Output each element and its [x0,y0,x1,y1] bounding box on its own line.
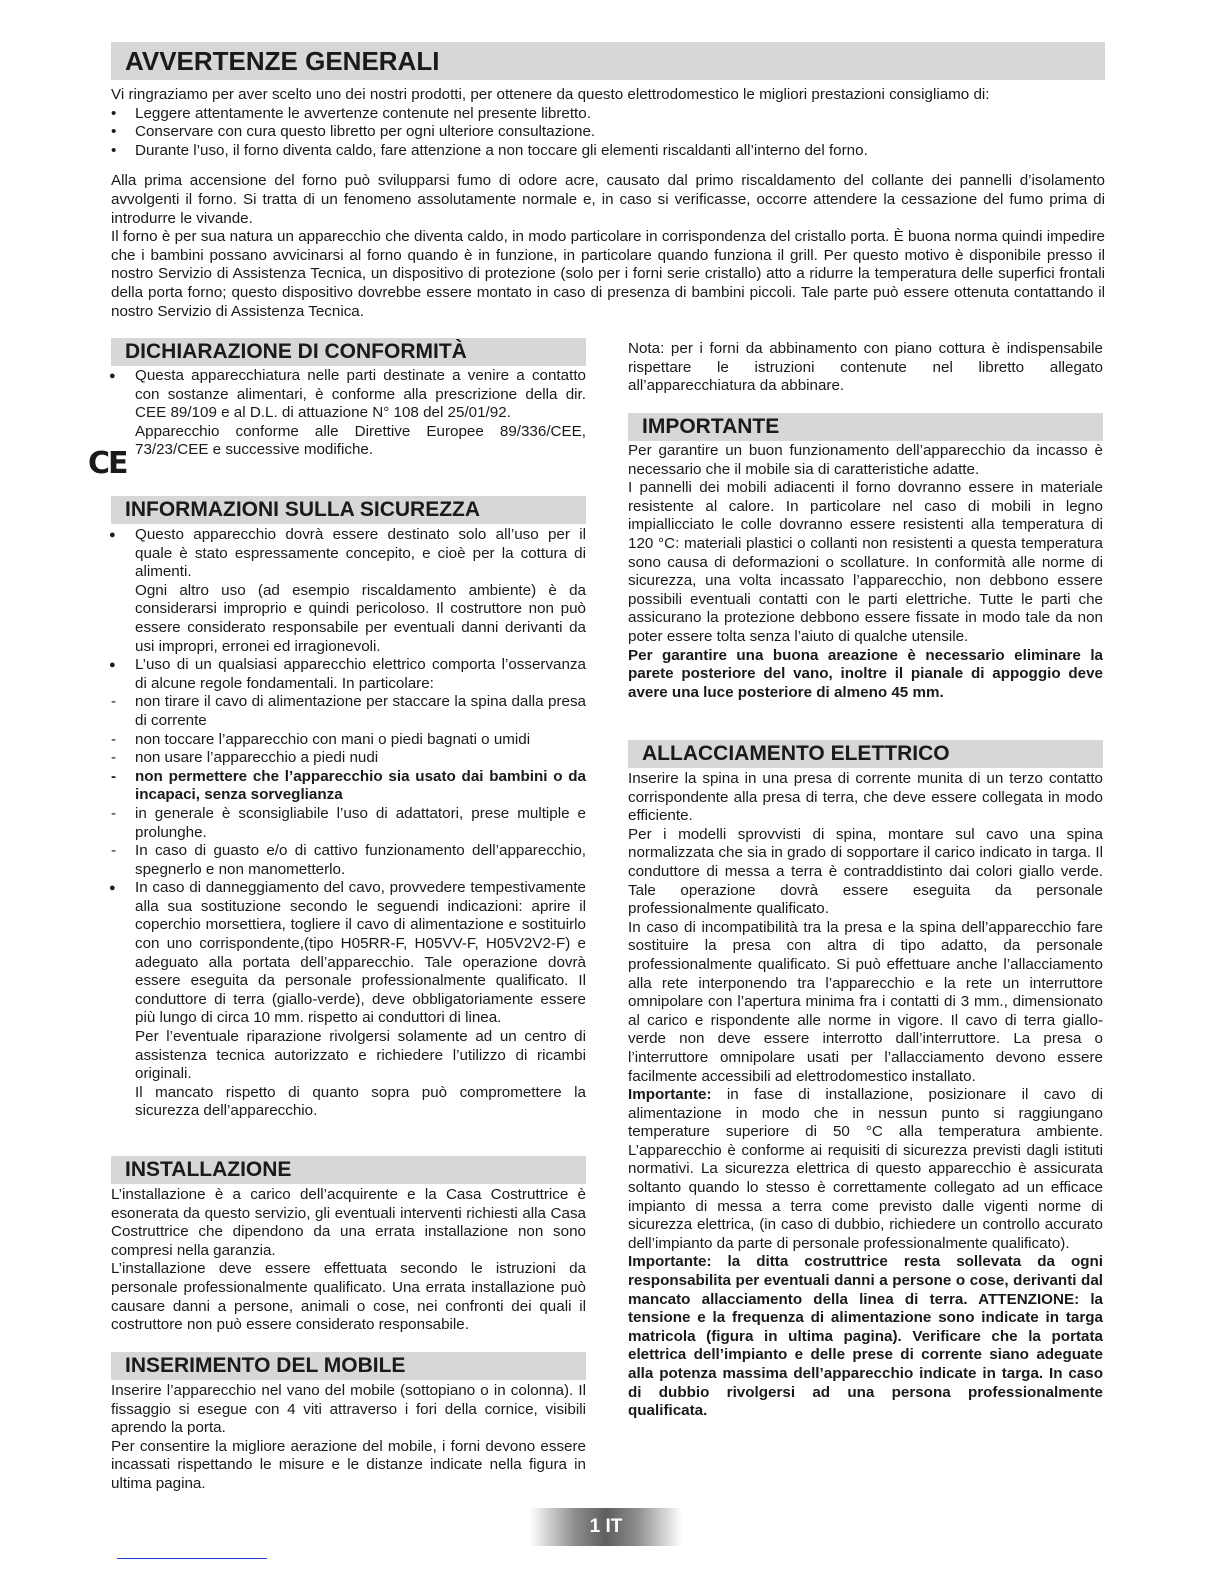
intro-section [111,86,1105,321]
sicurezza-dash-item: - in generale è sconsigliabile l’uso di adattatori, prese multiple e prolunghe. [111,805,586,842]
conformita-bullet: ● Questa apparecchiatura nelle parti destinate a venire a contatto con sostanze alimentari, è conforme alla prescrizione della dir. CEE 89/109 e al D.L. di attuazione N° 108 del 25/01/92. [111,367,586,423]
sicurezza-text: Per l’eventuale riparazione rivolgersi solamente ad un centro di assistenza tecnica autorizzato e richiedere l’utilizzo di ricambi originali. [135,1028,586,1083]
installazione-paragraph: L’installazione deve essere effettuata secondo le istruzioni da personale professionalmente qualificato. Una errata installazione può causare danni a persone, animali o cose, nei confronti dei quali il costruttore non può essere considerato responsabile. [111,1260,586,1334]
sicurezza-bullet [111,526,586,656]
sicurezza-bullet [111,879,586,1121]
mobile-title: INSERIMENTO DEL MOBILE [125,1354,406,1377]
allacciamento-paragraph: Inserire la spina in una presa di corrente munita di un terzo contatto corrispondente alla presa di terra, che deve essere collegata in modo efficiente. [628,770,1103,825]
bottom-rule [117,1558,267,1559]
sicurezza-list [111,526,586,1121]
sicurezza-text: ● In caso di danneggiamento del cavo, provvedere tempestivamente alla sua sostituzione secondo le seguendi indicazioni: aprire il coperchio morsettiera, togliere il cavo di alimentazione e sostituirlo con uno corrispondente,(tipo H05RR-F, H05VV-F, H05V2V2-F) e adeguato alla portata dell’apparecchio. Tale operazione dovrà essere eseguita da personale professionalmente qualificato. Il conduttore di terra (giallo-verde), deve obbligatoriamente essere più lungo di circa 10 mm. rispetto ai conduttori di linea. [135,879,586,1027]
importante-label: Importante: [628,1086,712,1104]
importante-paragraph-bold: Per garantire una buona areazione è necessario eliminare la parete posteriore del vano, inoltre il pianale di appoggio deve avere una luce posteriore di almeno 45 mm. [628,646,1103,701]
main-title: AVVERTENZE GENERALI [125,46,440,76]
sicurezza-text: Il mancato rispetto di quanto sopra può compromettere la sicurezza dell’apparecchio. [135,1083,586,1120]
intro-bullet: • Conservare con cura questo libretto per ogni ulteriore consultazione. [111,123,1105,142]
allacciamento-paragraph: Per i modelli sprovvisti di spina, montare sul cavo una spina normalizzata che sia in grado di sopportare il carico indicato in targa. Il conduttore di messa a terra è contraddistinto dai colori giallo verde. Tale operazione dovrà essere eseguita da personale professionalmente qualificato. [628,825,1103,918]
intro-paragraph-smoke: Alla prima accensione del forno può svilupparsi fumo di odore acre, causato dal primo riscaldamento del collante dei pannelli d’isolamento avvolgenti il forno. Si tratta di un fenomeno assolutamente normale e, in caso si verificasse, occorre attendere la cessazione del fumo prima di introdurre le vivande. [111,172,1105,227]
sicurezza-title-bar [111,496,586,524]
installazione-section [111,1186,586,1335]
ce-declaration: Apparecchio conforme alle Direttive Europee 89/336/CEE, 73/23/CEE e successive modifiche. [135,422,586,459]
intro-lead: Vi ringraziamo per aver scelto uno dei nostri prodotti, per ottenere da questo elettrodomestico le migliori prestazioni consigliamo di: [111,86,990,103]
allacciamento-paragraph: In caso di incompatibilità tra la presa e la spina dell’apparecchio fare sostituire la presa con altra di tipo adatto, da personale professionalmente qualificato. Si può effettuare anche l’allacciamento alla rete interponendo tra l’apparecchio e la rete un interruttore omnipolare con l’apertura minima fra i contatti di 3 mm., dimensionato al carico e rispondente alle norme in vigore. Il cavo di terra giallo-verde non deve essere interrotto dall’interruttore. La presa o l’interruttore omnipolare usati per l’allacciamento devono essere facilmente accessibili ad elettrodomestico installato. [628,918,1103,1085]
mobile-section [111,1382,586,1494]
sicurezza-dash-item: - non toccare l’apparecchio con mani o piedi bagnati o umidi [111,731,586,750]
page-number-tab [530,1508,682,1546]
sicurezza-title: INFORMAZIONI SULLA SICUREZZA [125,498,481,521]
installazione-title: INSTALLAZIONE [125,1158,292,1181]
sicurezza-bullet: ● L’uso di un qualsiasi apparecchio elettrico comporta l’osservanza di alcune regole fondamentali. In particolare: [111,656,586,693]
conformita-section [111,367,586,460]
sicurezza-section [111,526,586,1121]
sicurezza-text: Ogni altro uso (ad esempio riscaldamento ambiente) è da considerarsi improprio e quindi pericoloso. Il costruttore non può essere considerato responsabile per eventuali danni derivanti da usi impropri, erronei ed irragionevoli. [135,581,586,655]
main-title-bar [111,42,1105,80]
sicurezza-dash-item: - non usare l’apparecchio a piedi nudi [111,749,586,768]
intro-bullet-list [111,105,1105,161]
intro-paragraph-children: Il forno è per sua natura un apparecchio che diventa caldo, in modo particolare in corrispondenza del cristallo porta. È buona norma quindi impedire che i bambini possano avvicinarsi al forno quando è in funzione, in particolare quando funziona il grill. Per questo motivo è disponibile presso il nostro Servizio di Assistenza Tecnica, un dispositivo di protezione (solo per i forni serie cristallo) atto a ridurre la temperatura delle superfici frontali della porta forno; questo dispositivo dovrebbe essere montato in caso di presenza di bambini piccoli. Tale parte può essere ottenuta contattando il nostro Servizio di Assistenza Tecnica. [111,228,1105,320]
conformita-title-bar [111,338,586,366]
intro-bullet: • Leggere attentamente le avvertenze contenute nel presente libretto. [111,105,1105,124]
nota-section [628,340,1103,396]
sicurezza-dash-item: - In caso di guasto e/o di cattivo funzionamento dell’apparecchio, spegnerlo e non manometterlo. [111,842,586,879]
conformita-title: DICHIARAZIONE DI CONFORMITÀ [125,340,467,363]
conformita-list [111,367,586,460]
page-number: 1 IT [589,1516,623,1537]
allacciamento-paragraph [628,1086,1103,1253]
ce-mark-logo: CE [88,446,127,481]
importante-title-bar [628,413,1103,441]
allacciamento-warning: Importante: la ditta costruttrice resta sollevata da ogni responsabilita per eventuali danni a persone o cose, derivanti dal mancato allacciamento della linea di terra. ATTENZIONE: la tensione e la frequenza di alimentazione sono indicate in targa matricola (figura in ultima pagina). Verificare che la portata elettrica dell’impianto e delle prese di corrente siano adeguate alla potenza massima dell’apparecchio indicate in targa. In caso di dubbio rivolgersi ad una persona professionalmente qualificata. [628,1253,1103,1420]
nota-text: Nota: per i forni da abbinamento con piano cottura è indispensabile rispettare le istruzioni contenute nel libretto allegato all’apparecchiatura da abbinare. [628,340,1103,395]
sicurezza-text: ● Questo apparecchio dovrà essere destinato solo all’uso per il quale è stato espressamente concepito, e cioè per la cottura di alimenti. [135,526,586,581]
sicurezza-dash-item: - non permettere che l’apparecchio sia usato dai bambini o da incapaci, senza sorveglianza [111,768,586,805]
sicurezza-dash-item: - non tirare il cavo di alimentazione per staccare la spina dalla presa di corrente [111,693,586,730]
allacciamento-text: in fase di installazione, posizionare il cavo di alimentazione in modo che in nessun punto si raggiungano temperature superiore di 50 °C alla temperatura ambiente. L’apparecchio è conforme ai requisiti di sicurezza previsti dagli istituti normativi. La sicurezza elettrica di questo apparecchio è assicurata soltanto quando lo stesso è correttamente collegato ad un efficace impianto di messa a terra come previsto dalle vigenti norme di sicurezza elettrica, (in caso di dubbio, richiedere un controllo accurato dell’impianto da parte di personale professionalmente qualificato). [628,1086,1103,1252]
installazione-title-bar [111,1156,586,1184]
mobile-paragraph: Inserire l’apparecchio nel vano del mobile (sottopiano o in colonna). Il fissaggio si esegue con 4 viti attraverso i fori della cornice, visibili aprendo la porta. [111,1382,586,1437]
mobile-title-bar [111,1352,586,1380]
importante-section [628,442,1103,702]
installazione-paragraph: L’installazione è a carico dell’acquirente e la Casa Costruttrice è esonerata da questo servizio, gli eventuali interventi richiesti alla Casa Costruttrice che dipendono da una errata installazione non sono compresi nella garanzia. [111,1186,586,1259]
importante-title: IMPORTANTE [642,415,780,438]
allacciamento-title: ALLACCIAMENTO ELETTRICO [642,742,950,765]
mobile-paragraph: Per consentire la migliore aerazione del mobile, i forni devono essere incassati rispettando le misure e le distanze indicate nella figura in ultima pagina. [111,1437,586,1492]
allacciamento-section [628,770,1103,1421]
allacciamento-title-bar [628,740,1103,768]
importante-paragraph: I pannelli dei mobili adiacenti il forno dovranno essere in materiale resistente al calore. In particolare nel caso di mobili in legno impiallicciato le colle dovranno essere resistenti alla temperatura di 120 °C: materiali plastici o collanti non resistenti a questa temperatura sono causa di deformazioni o scollature. In conformità alle norme di sicurezza, una volta incassato l’apparecchio, non debbono essere possibili eventuali contatti con le parti elettriche. Tutte le parti che assicurano la protezione debbono essere fissate in modo tale da non poter essere tolta senza l’aiuto di qualche utensile. [628,479,1103,645]
intro-bullet: • Durante l’uso, il forno diventa caldo, fare attenzione a non toccare gli elementi riscaldanti all’interno del forno. [111,142,1105,161]
importante-paragraph: Per garantire un buon funzionamento dell’apparecchio da incasso è necessario che il mobile sia di caratteristiche adatte. [628,442,1103,478]
